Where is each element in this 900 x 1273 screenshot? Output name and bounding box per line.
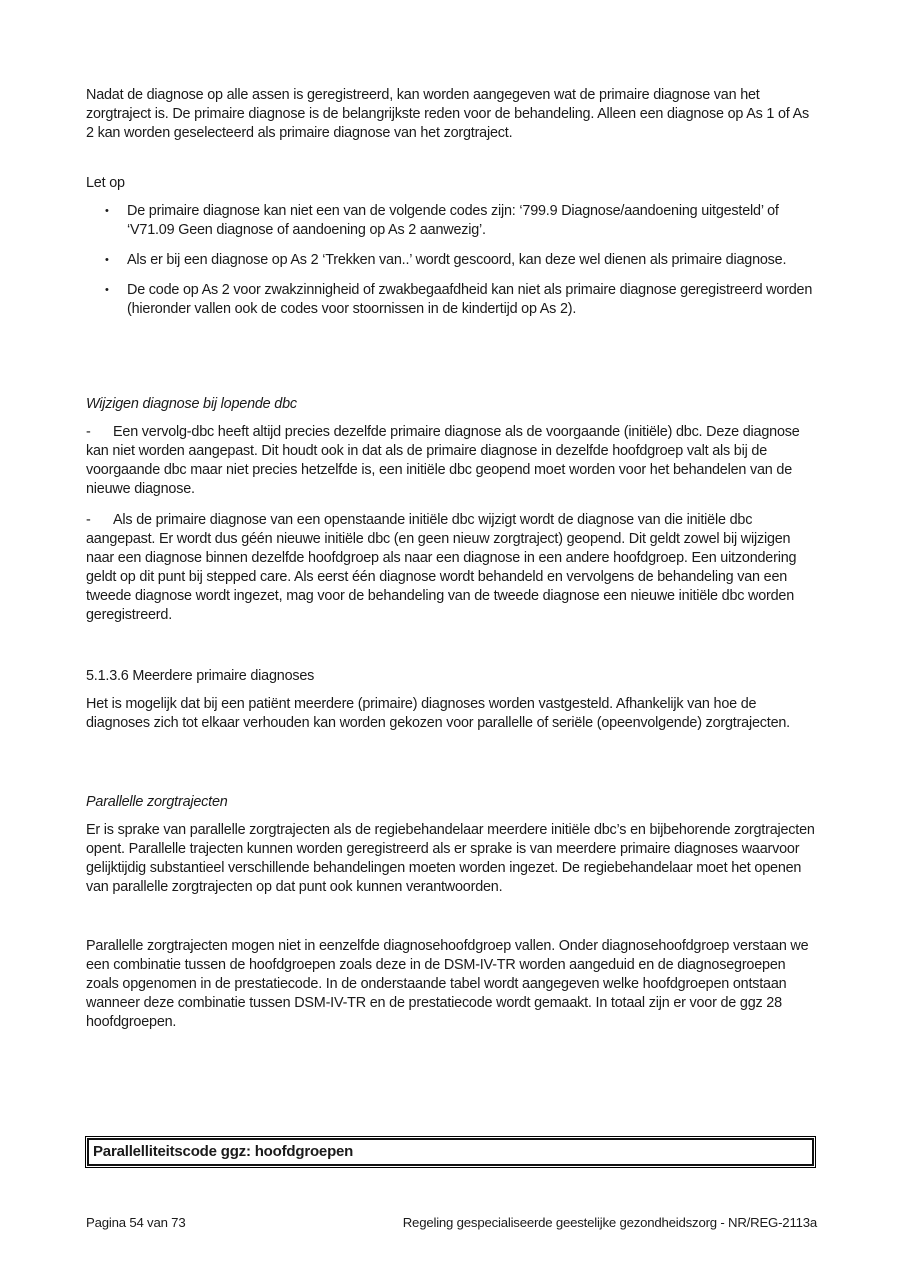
section-heading-5136: 5.1.3.6 Meerdere primaire diagnoses [86,668,315,684]
bullet-item [86,251,817,270]
table-header-cell [87,1138,814,1166]
parallel-paragraph-1: Er is sprake van parallelle zorgtrajecten als de regiebehandelaar meerdere initiële dbc’s en bijbehorende zorgtrajecten opent. Parallelle trajecten kunnen worden geregistreerd als er sprake is van meerdere primaire diagnoses waarvoor gelijktijdig substantieel verschillende behandelingen moeten worden ingezet. De regiebehandelaar moet het openen van parallelle zorgtrajecten op dat punt ook kunnen verantwoorden. [86,822,815,895]
dash-marker: - [86,512,91,528]
bullet-icon: • [105,284,109,296]
bullet-text: De primaire diagnose kan niet een van de volgende codes zijn: ‘799.9 Diagnose/aandoening uitgesteld’ of ‘V71.09 Geen diagnose of aandoening op As 2 aanwezig’. [127,203,779,238]
bullet-icon: • [105,205,109,217]
dash-paragraph-text: Een vervolg-dbc heeft altijd precies dezelfde primaire diagnose als de voorgaande (initiële) dbc. Deze diagnose kan niet worden aangepast. Dit houdt ook in dat als de primaire diagnose in dezelfde hoofdgroep valt als bij de voorgaande dbc maar niet precies hetzelfde is, een initiële dbc geopend moet worden voor het behandelen van de nieuwe diagnose. [86,424,800,497]
bullet-text: De code op As 2 voor zwakzinnigheid of zwakbegaafdheid kan niet als primaire diagnose geregistreerd worden (hieronder vallen ook de codes voor stoornissen in de kindertijd op As 2). [127,282,813,317]
bullet-icon: • [105,254,109,266]
intro-paragraph: Nadat de diagnose op alle assen is geregistreerd, kan worden aangegeven wat de primaire diagnose van het zorgtraject is. De primaire diagnose is de belangrijkste reden voor de behandeling. Alleen een diagnose op As 1 of As 2 kan worden geselecteerd als primaire diagnose van het zorgtraject. [86,87,809,141]
bullet-item [86,202,817,240]
dash-marker: - [86,424,91,440]
parallel-paragraph-2: Parallelle zorgtrajecten mogen niet in eenzelfde diagnosehoofdgroep vallen. Onder diagnosehoofdgroep verstaan we een combinatie tussen de hoofdgroepen zoals deze in de DSM-IV-TR worden aangeduid en de diagnosegroepen zoals opgenomen in de prestatiecode. In de onderstaande tabel wordt aangegeven welke hoofdgroepen ontstaan wanneer deze combinatie tussen DSM-IV-TR en de prestatiecode wordt gemaakt. In totaal zijn er voor de ggz 28 hoofdgroepen. [86,938,809,1030]
dash-paragraph-text: Als de primaire diagnose van een openstaande initiële dbc wijzigt wordt de diagnose van die initiële dbc aangepast. Er wordt dus géén nieuwe initiële dbc (en geen nieuw zorgtraject) geopend. Dit geldt zowel bij wijzigen naar een diagnose binnen dezelfde hoofdgroep als naar een diagnose in een andere hoofdgroep. Een uitzondering geldt op dit punt bij stepped care. Als eerst één diagnose wordt behandeld en vervolgens de behandeling van een tweede diagnose wordt ingezet, mag voor de behandeling van de tweede diagnose een nieuwe initiële dbc worden geregistreerd. [86,512,797,623]
dash-paragraph [86,511,817,625]
bullet-item [86,281,817,319]
note-heading: Let op [86,175,125,191]
page-number: Pagina 54 van 73 [86,1215,186,1230]
subsection-heading-wijzigen-diagnose: Wijzigen diagnose bij lopende dbc [86,396,297,412]
table-header-text: Parallelliteitscode ggz: hoofdgroepen [93,1143,354,1160]
section-5136-paragraph: Het is mogelijk dat bij een patiënt meerdere (primaire) diagnoses worden vastgesteld. Afhankelijk van hoe de diagnoses zich tot elkaar verhouden kan worden gekozen voor parallelle of seriële (opeenvolgende) zorgtrajecten. [86,696,790,731]
table-header-box [85,1136,816,1168]
page-footer [86,1214,817,1231]
bullet-text: Als er bij een diagnose op As 2 ‘Trekken van..’ wordt gescoord, kan deze wel dienen als primaire diagnose. [127,252,787,268]
dash-paragraph [86,423,817,499]
subsection-heading-parallelle-zorgtrajecten: Parallelle zorgtrajecten [86,794,228,810]
note-bullet-list [86,202,817,330]
footer-document-title: Regeling gespecialiseerde geestelijke gezondheidszorg - NR/REG-2113a [402,1215,817,1230]
